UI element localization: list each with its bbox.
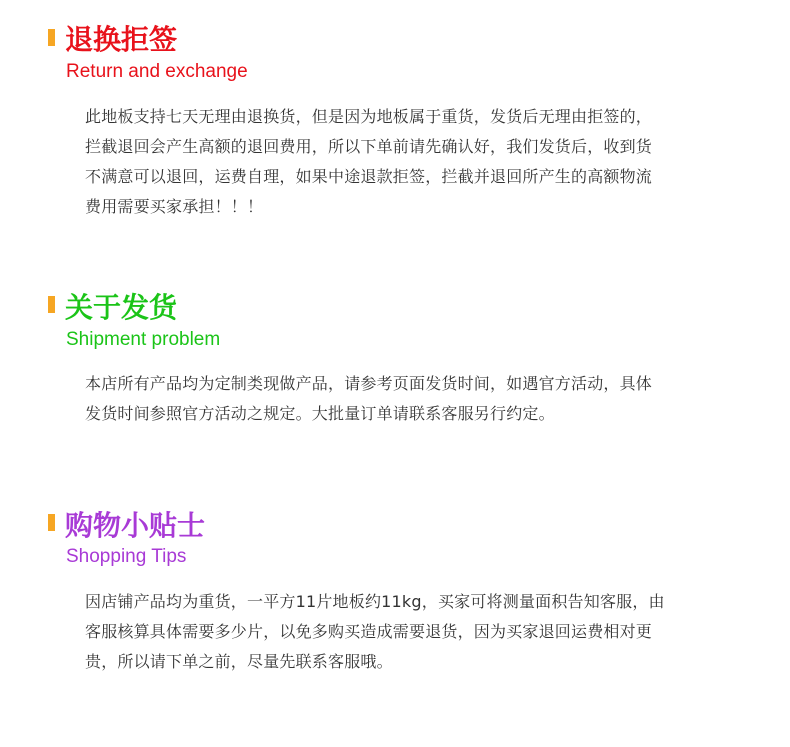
tips-body-line: 因店铺产品均为重货，一平方11片地板约11kg，买家可将测量面积告知客服，由	[85, 592, 665, 611]
tips-body-line: 客服核算具体需要多少片，以免多购买造成需要退货，因为买家退回运费相对更	[85, 622, 653, 641]
shipment-body	[85, 369, 725, 429]
return-title: 退换拒签	[65, 23, 178, 56]
shipment-subtitle: Shipment problem	[66, 329, 221, 350]
tips-body	[85, 587, 725, 677]
return-body-line: 费用需要买家承担！！！	[85, 197, 264, 216]
return-body-line: 拦截退回会产生高额的退回费用，所以下单前请先确认好，我们发货后，收到货	[85, 137, 653, 156]
return-body-line: 不满意可以退回，运费自理，如果中途退款拒签，拦截并退回所产生的高额物流	[85, 167, 653, 186]
tips-subtitle: Shopping Tips	[66, 546, 187, 567]
shipment-title: 关于发货	[65, 291, 178, 324]
return-body-line: 此地板支持七天无理由退换货，但是因为地板属于重货，发货后无理由拒签的，	[85, 107, 653, 126]
shipment-body-line: 本店所有产品均为定制类现做产品，请参考页面发货时间，如遇官方活动，具体	[85, 374, 653, 393]
section-marker	[48, 29, 55, 46]
section-marker	[48, 514, 55, 531]
shipment-body-line: 发货时间参照官方活动之规定。大批量订单请联系客服另行约定。	[85, 404, 555, 423]
tips-body-line: 贵，所以请下单之前，尽量先联系客服哦。	[85, 652, 393, 671]
return-subtitle: Return and exchange	[66, 61, 248, 82]
tips-title: 购物小贴士	[65, 509, 206, 542]
section-marker	[48, 296, 55, 313]
return-body	[85, 102, 725, 222]
